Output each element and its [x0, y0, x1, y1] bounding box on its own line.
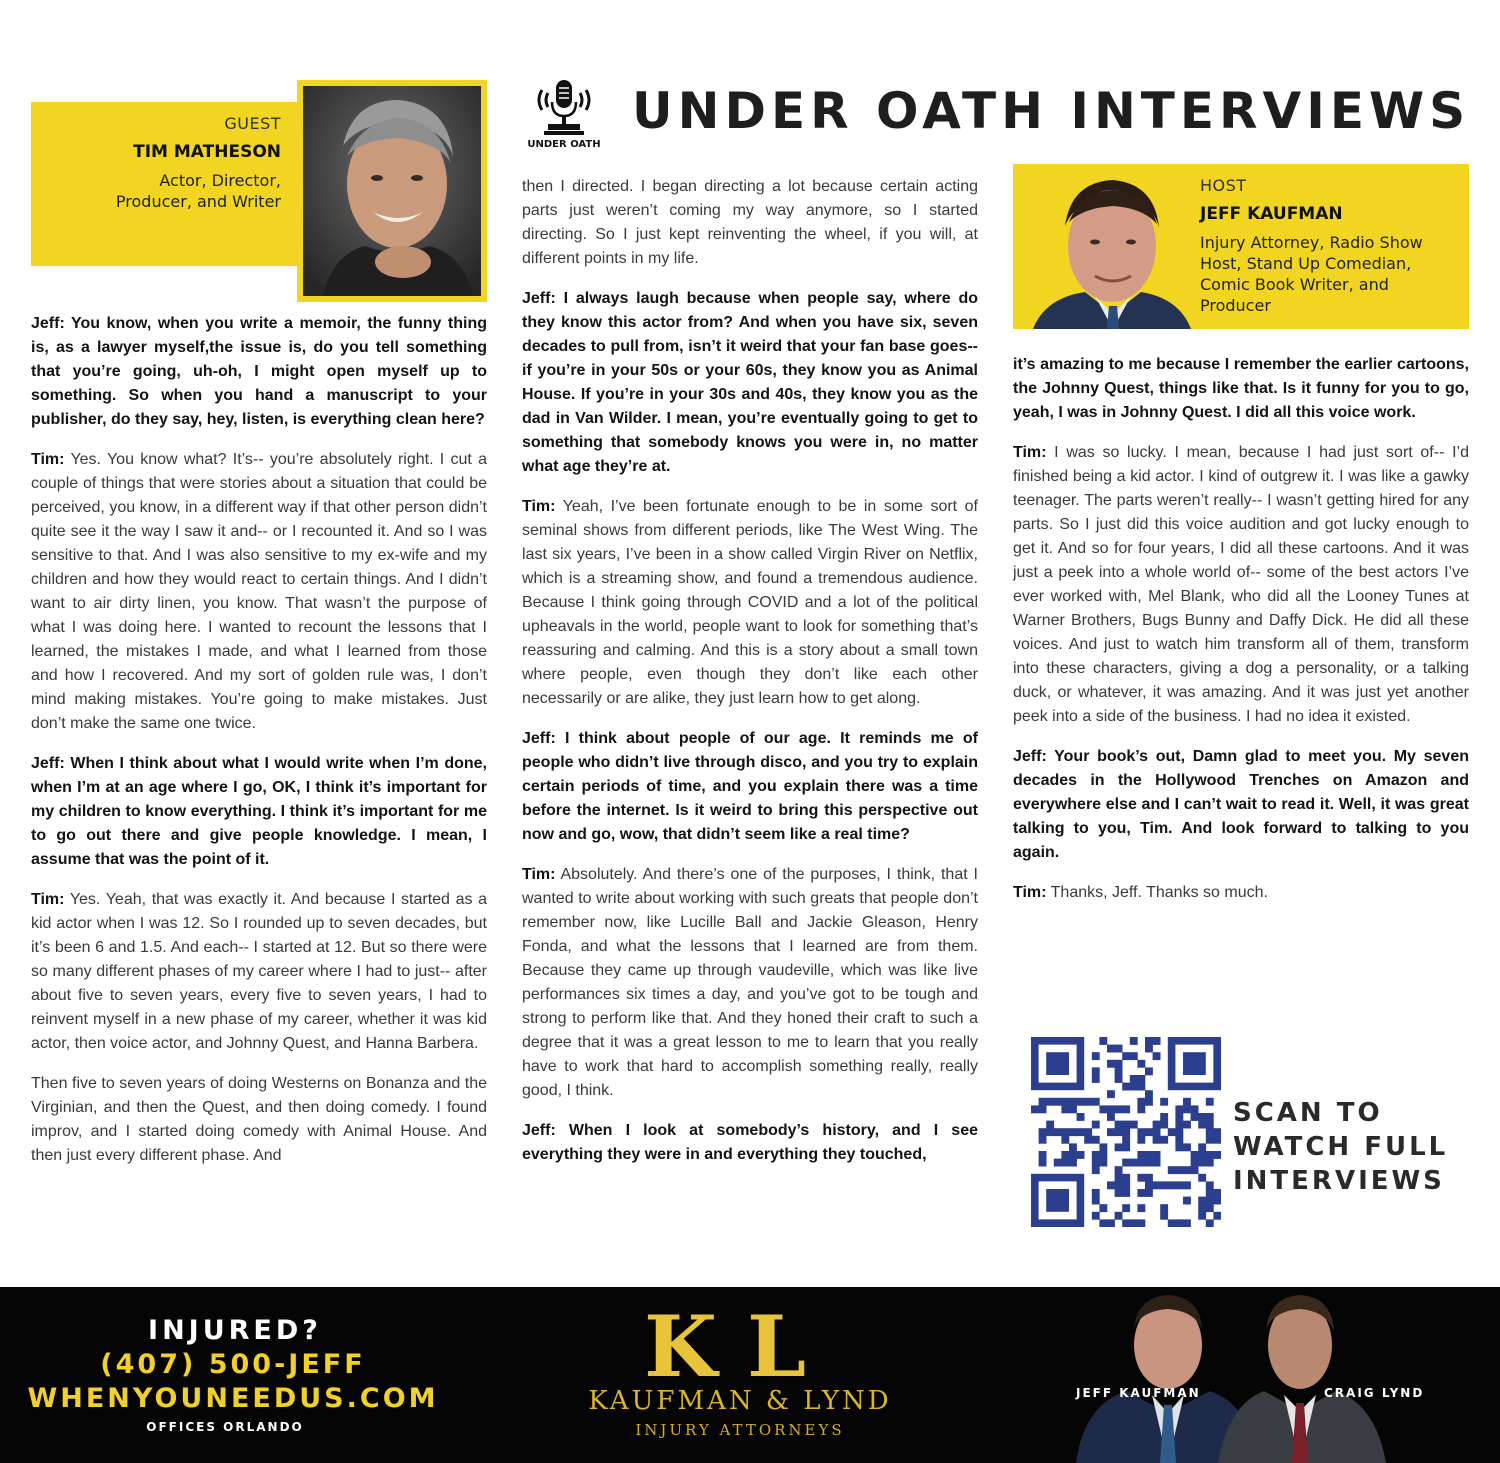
paragraph-text: I was so lucky. I mean, because I had just sort of-- I’d finished being a kid actor. I kind of outgrew it. I was like a gawky teenager. The parts weren’t really-- I wasn’t getting hired for any parts. So I just did this voice audition and got lucky enough to get it. And so for four years, I did all these cartoons. And it was just a peek into a whole world of-- some of the best actors I’ve ever worked with, Mel Blank, who did all the Looney Tunes at Warner Brothers, Bugs Bunny and Daffy Dick. He did all these voices. And just to watch him transform all of them, transform into these characters, giving a dog a personality, or a talking duck, or whatever, it was amazing. And it was just yet another peek into a side of the business. I had no idea it existed. [1013, 444, 1469, 725]
article-paragraph [522, 1119, 978, 1167]
guest-label: GUEST [224, 114, 281, 133]
host-description-line: Host, Stand Up Comedian, [1200, 254, 1412, 273]
attorney-name-2: CRAIG LYND [1324, 1386, 1425, 1400]
guest-portrait [303, 86, 481, 296]
scan-line: SCAN TO [1233, 1098, 1383, 1128]
article-paragraph [522, 287, 978, 479]
article-paragraph [1013, 745, 1469, 865]
guest-description-line: Actor, Director, [159, 171, 281, 190]
article-column-1 [31, 312, 487, 1184]
host-description [1200, 232, 1423, 316]
article-paragraph [31, 888, 487, 1056]
paragraph-text: Jeff: When I look at somebody’s history, and I see everything they were in and everything they touched, [522, 1122, 978, 1163]
attorneys-portrait [1068, 1287, 1500, 1463]
paragraph-text: Jeff: You know, when you write a memoir, the funny thing is, as a lawyer myself,the issue is, do you tell something that you’re going, uh-oh, I might open myself up to something. So when you hand a manuscript to your publisher, do they say, hey, listen, is everything clean here? [31, 315, 487, 428]
scan-line: INTERVIEWS [1233, 1166, 1445, 1196]
paragraph-text: Thanks, Jeff. Thanks so much. [1046, 884, 1268, 901]
speaker-label: Tim: [31, 451, 65, 468]
article-paragraph [31, 312, 487, 432]
scan-callout [1233, 1096, 1448, 1198]
article-paragraph [31, 1072, 487, 1168]
attorneys-photo [1068, 1287, 1500, 1463]
guest-card [31, 102, 299, 266]
article-paragraph [31, 448, 487, 736]
speaker-label: Tim: [1013, 444, 1047, 461]
paragraph-text: it’s amazing to me because I remember the earlier cartoons, the Johnny Quest, things like that. Is it funny for you to go, yeah, I was in Johnny Quest. I did all this voice work. [1013, 356, 1469, 421]
guest-photo-frame [297, 80, 487, 302]
host-info [1200, 176, 1423, 316]
under-oath-logo [526, 76, 602, 152]
website-link[interactable]: WHENYOUNEEDUS.COM [27, 1383, 439, 1414]
qr-code-icon[interactable] [1031, 1037, 1221, 1227]
paragraph-text: then I directed. I began directing a lot because certain acting parts just weren’t coming my way anymore, so I started directing. So I just kept reinventing the wheel, if you will, at different points in my life. [522, 178, 978, 267]
article-paragraph [1013, 881, 1469, 905]
guest-description-line: Producer, and Writer [115, 192, 281, 211]
article-paragraph [31, 752, 487, 872]
host-portrait [1023, 164, 1193, 329]
article-paragraph [522, 863, 978, 1103]
guest-name: TIM MATHESON [133, 142, 281, 162]
paragraph-text: Yes. Yeah, that was exactly it. And because I started as a kid actor when I was 12. So I rounded up to seven decades, but it’s been 6 and 1.5. And each-- I started at 12. But so there were so many different phases of my career where I had to just-- after about five to seven years, every five to seven years, I had to reinvent myself in a new phase of my career, whether it was kid actor, then voice actor, and Johnny Quest, and Hanna Barbera. [31, 891, 487, 1052]
article-column-3 [1013, 353, 1469, 921]
host-description-line: Injury Attorney, Radio Show [1200, 233, 1423, 252]
guest-info [116, 114, 281, 212]
page-title: UNDER OATH INTERVIEWS [632, 82, 1471, 140]
speaker-label: Tim: [522, 866, 556, 883]
firm-monogram-logo: KL [643, 1297, 837, 1396]
article-paragraph [522, 727, 978, 847]
injured-headline: INJURED? [148, 1315, 322, 1346]
host-label: HOST [1200, 176, 1247, 195]
logo-caption: UNDER OATH [527, 139, 601, 150]
paragraph-text: Absolutely. And there’s one of the purposes, I think, that I wanted to write about working with such greats that people don’t remember now, like Lucille Ball and Jackie Gleason, Henry Fonda, and what the lessons that I learned are from them. Because they came up through vaudeville, which was like live performances six times a day, and you’ve got to be tough and strong to perform like that. And they honed their craft to such a degree that it was a great lesson to me to learn that you really have to work that hard to accomplish something really, really good, I think. [522, 866, 978, 1099]
article-paragraph [1013, 353, 1469, 425]
paragraph-text: Jeff: I always laugh because when people say, where do they know this actor from? And when you have six, seven decades to pull from, isn’t it weird that your fan base goes--if you’re in your 50s or your 60s, they know you as Animal House. If you’re in your 30s and 40s, they know you as the dad in Van Wilder. I mean, you’re eventually going to get to something that somebody knows you were in, no matter what age they’re at. [522, 290, 978, 475]
host-description-line: Producer [1200, 296, 1271, 315]
podcast-microphone-icon [534, 76, 594, 138]
guest-description [116, 170, 281, 212]
scan-line: WATCH FULL [1233, 1132, 1449, 1162]
firm-tagline: INJURY ATTORNEYS [635, 1421, 845, 1439]
host-name: JEFF KAUFMAN [1200, 204, 1343, 224]
footer-ad-banner [0, 1287, 1500, 1463]
paragraph-text: Jeff: I think about people of our age. It reminds me of people who didn’t live through disco, and you try to explain certain periods of time, and you explain there was a time before the internet. Is it weird to bring this perspective out now and go, wow, that didn’t seem like a real time? [522, 730, 978, 843]
host-description-line: Comic Book Writer, and [1200, 275, 1389, 294]
paragraph-text: Jeff: Your book’s out, Damn glad to meet you. My seven decades in the Hollywood Trenches on Amazon and everywhere else and I can’t wait to read it. Well, it was great talking to you, Tim. And look forward to talking to you again. [1013, 748, 1469, 861]
article-column-2 [522, 175, 978, 1183]
paragraph-text: Yes. You know what? It’s-- you’re absolutely right. I cut a couple of things that were stories about a situation that could be perceived, you know, in a different way if that other person didn’t quite see it the way I saw it and-- or I recounted it. And so I was sensitive to that. And I was also sensitive to my ex-wife and my children and how they would react to certain things. And I didn’t want to air dirty linen, you know. That wasn’t the purpose of what I was doing here. I wanted to recount the lessons that I learned, the mistakes I made, and what I learned from those and how I recovered. And my sort of golden rule was, I don’t mind making mistakes. You’re going to make mistakes. Just don’t make the same one twice. [31, 451, 487, 732]
speaker-label: Tim: [522, 498, 556, 515]
article-paragraph [522, 175, 978, 271]
article-paragraph [1013, 441, 1469, 729]
phone-number[interactable]: (407) 500-JEFF [100, 1349, 366, 1380]
paragraph-text: Then five to seven years of doing Westerns on Bonanza and the Virginian, and then the Quest, and then doing comedy. I found improv, and I started doing comedy with Animal House. And then just every different phase. And [31, 1075, 487, 1164]
paragraph-text: Jeff: When I think about what I would write when I’m done, when I’m at an age where I go, OK, I think it’s important for my children to know everything. I think it’s important for me to go out there and give people knowledge. I mean, I assume that was the point of it. [31, 755, 487, 868]
speaker-label: Tim: [31, 891, 65, 908]
host-card [1013, 164, 1469, 329]
article-paragraph [522, 495, 978, 711]
speaker-label: Tim: [1013, 884, 1047, 901]
qr-code[interactable] [1031, 1037, 1221, 1227]
attorney-name-1: JEFF KAUFMAN [1076, 1386, 1201, 1400]
firm-name: KAUFMAN & LYND [588, 1386, 892, 1416]
paragraph-text: Yeah, I’ve been fortunate enough to be in some sort of seminal shows from different periods, like The West Wing. The last six years, I’ve been in a show called Virgin River on Netflix, which is a streaming show, and found a tremendous audience. Because I think going through COVID and a lot of the political upheavals in the world, people want to look for something that’s reassuring and calming. And this is a story about a small town where people, even though they don’t like each other necessarily or are alike, they just learn how to get along. [522, 498, 978, 707]
offices-label: OFFICES ORLANDO [146, 1420, 304, 1434]
